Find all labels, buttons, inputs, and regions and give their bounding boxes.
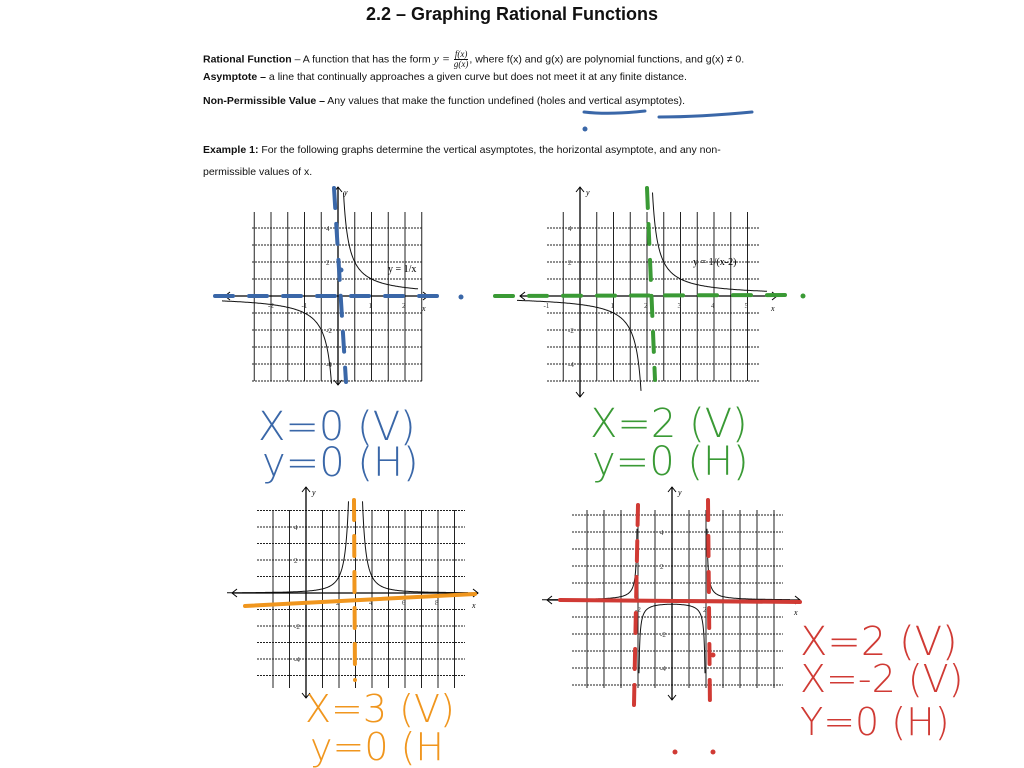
function-label: y = 1/x	[388, 264, 417, 275]
ink-dot	[673, 750, 678, 755]
graph-1	[222, 187, 428, 385]
ink-dot	[339, 268, 344, 273]
x-tick-label: 5	[744, 302, 748, 310]
underline-holes	[584, 111, 645, 113]
definition-text: , where f(x) and g(x) are polynomial functions, and g(x) ≠ 0.	[469, 53, 745, 66]
graph-2	[517, 187, 777, 397]
formula-denominator: g(x)	[453, 59, 469, 69]
y-tick-label: 4	[568, 225, 572, 233]
handwriting-graph2-horizontal: y=0 (H)	[592, 439, 749, 485]
x-tick-label: 4	[369, 599, 373, 607]
handwriting-graph4-horizontal: Y=0 (H)	[800, 700, 950, 744]
horizontal-asymptote-mark	[245, 594, 475, 606]
vertical-asymptote-mark	[334, 188, 346, 382]
handwriting-graph1-horizontal: y=0 (H)	[262, 440, 419, 486]
ink-dot	[711, 653, 716, 658]
y-tick-label: -4	[294, 656, 300, 664]
y-tick-label: 2	[660, 563, 664, 571]
y-axis-label: y	[344, 188, 348, 197]
y-tick-label: -2	[294, 623, 300, 631]
x-tick-label: 3	[677, 302, 681, 310]
y-tick-label: -4	[326, 361, 332, 369]
handwriting-graph4-vertical-1: X=2 (V)	[800, 619, 958, 665]
y-tick-label: -4	[660, 665, 666, 673]
formula-y: y =	[433, 51, 450, 66]
graph-4	[542, 487, 800, 700]
x-axis-label: x	[771, 304, 775, 313]
x-axis-label: x	[422, 304, 426, 313]
handwriting-graph3-vertical: X=3 (V)	[305, 687, 455, 731]
x-tick-label: -1	[301, 302, 308, 310]
x-tick-label: -2	[268, 302, 274, 310]
function-label: y = 1/(x-2)	[693, 257, 737, 268]
x-tick-label: 2	[644, 302, 648, 310]
horizontal-asymptote-mark	[560, 600, 800, 602]
x-axis-label: x	[472, 601, 476, 610]
ink-dot	[801, 294, 806, 299]
y-tick-label: -2	[568, 327, 574, 335]
y-tick-label: 2	[294, 557, 298, 565]
y-tick-label: 4	[326, 225, 330, 233]
x-axis-label: x	[794, 608, 798, 617]
y-tick-label: 4	[294, 524, 298, 532]
term-non-permissible-value: Non-Permissible Value –	[203, 95, 325, 107]
ink-dot	[459, 295, 464, 300]
y-tick-label: 4	[660, 529, 664, 537]
y-axis-label: y	[678, 488, 682, 497]
axis-arrows	[520, 187, 777, 397]
term-asymptote: Asymptote –	[203, 71, 267, 83]
x-tick-label: 2	[402, 302, 406, 310]
x-tick-label: 1	[368, 302, 372, 310]
x-tick-label: 2	[703, 606, 707, 614]
definition-text: Any values that make the function undefined (holes and vertical asymptotes).	[324, 95, 686, 107]
function-curve	[227, 501, 468, 592]
formula-numerator: f(x)	[454, 49, 468, 59]
definition-text: – A function that has the form	[291, 53, 434, 66]
handwriting-graph1-vertical: X=0 (V)	[258, 404, 416, 450]
y-tick-label: -2	[660, 631, 666, 639]
handwriting-graph3-horizontal: y=0 (H	[310, 725, 444, 768]
vertical-asymptote-mark	[634, 505, 638, 705]
underline-vertical-asymptotes	[659, 112, 752, 117]
y-tick-label: 2	[326, 259, 330, 267]
page-title: 2.2 – Graphing Rational Functions	[365, 4, 659, 24]
function-curve	[517, 193, 767, 391]
x-tick-label: 1	[610, 302, 614, 310]
y-axis-label: y	[312, 488, 316, 497]
ink-dot	[583, 127, 588, 132]
y-tick-label: 2	[568, 259, 572, 267]
example-text: For the following graphs determine the vertical asymptotes, the horizontal asymptote, and any non-	[258, 144, 721, 156]
x-tick-label: 6	[402, 599, 406, 607]
term-rational-function: Rational Function	[203, 53, 292, 66]
x-tick-label: 4	[711, 302, 715, 310]
example-prompt-continued: permissible values of x.	[203, 166, 313, 178]
handwriting-graph2-vertical: X=2 (V)	[590, 401, 748, 447]
y-tick-label: -2	[326, 327, 332, 335]
y-tick-label: -4	[568, 361, 574, 369]
definition-text: a line that continually approaches a given curve but does not meet it at any finite distance.	[266, 71, 687, 83]
horizontal-asymptote-mark	[495, 295, 786, 296]
x-tick-label: 8	[435, 599, 439, 607]
ink-dot	[711, 750, 716, 755]
handwriting-graph4-vertical-2: X=-2 (V)	[800, 657, 964, 701]
example-label: Example 1:	[203, 144, 259, 156]
x-tick-label: -2	[635, 606, 641, 614]
y-axis-label: y	[586, 188, 590, 197]
x-tick-label: -1	[543, 302, 550, 310]
